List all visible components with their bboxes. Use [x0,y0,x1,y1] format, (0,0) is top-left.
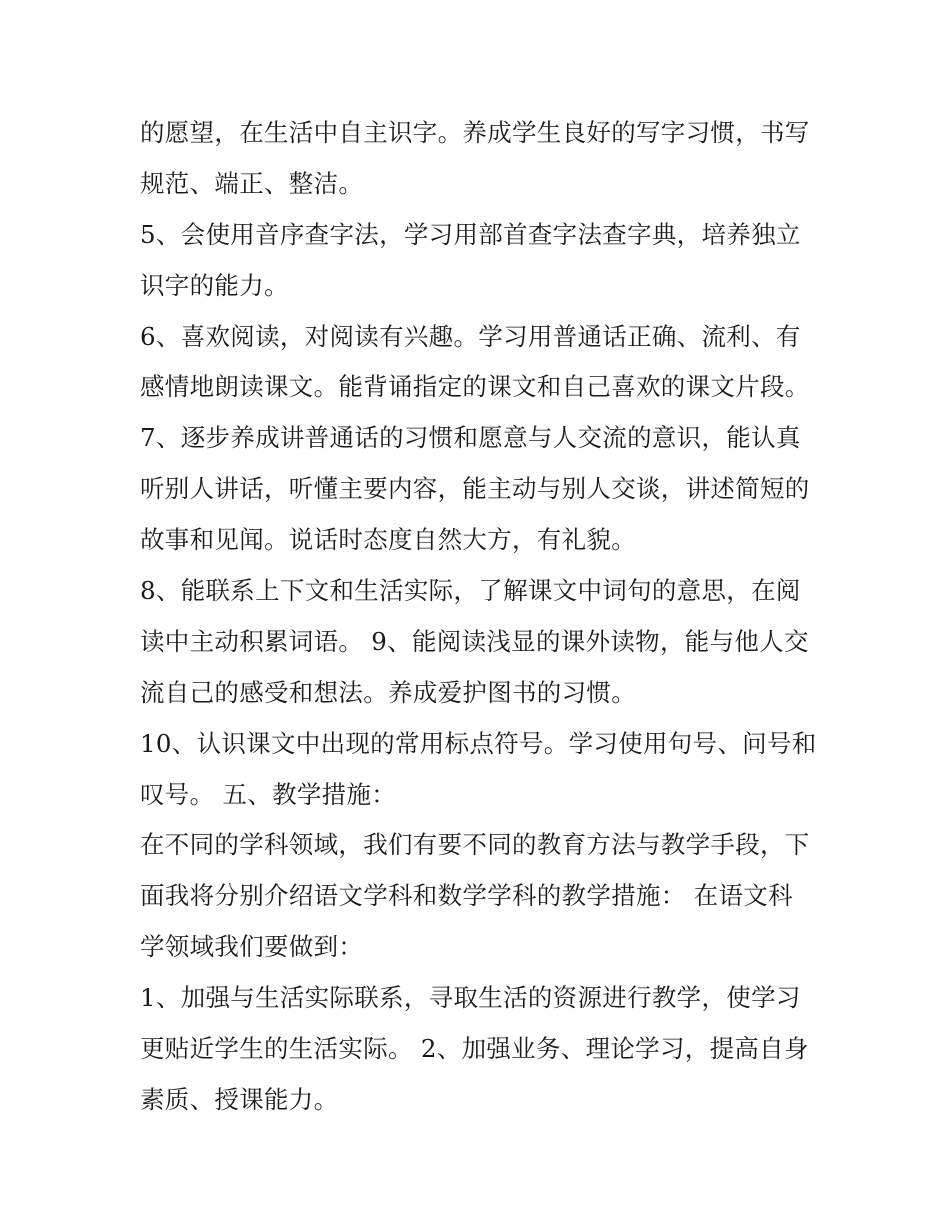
document-body [140,108,830,1126]
text-line: 更贴近学生的生活实际。 2、加强业务、理论学习，提高自身 [140,1034,809,1064]
text-line: 6、喜欢阅读，对阅读有兴趣。学习用普通话正确、流利、有 [140,321,801,351]
text-line: 听别人讲话，听懂主要内容，能主动与别人交谈，讲述简短的 [140,474,810,504]
text-line: 流自己的感受和想法。养成爱护图书的习惯。 [140,677,636,707]
text-line: 1、加强与生活实际联系，寻取生活的资源进行教学，使学习 [140,983,801,1013]
text-line: 面我将分别介绍语文学科和数学学科的教学措施： 在语文科 [140,881,793,911]
text-line: 规范、端正、整洁。 [140,168,364,198]
text-line: 叹号。 五、教学措施： [140,779,397,809]
text-line: 学领域我们要做到： [140,932,364,962]
text-line: 7、逐步养成讲普通话的习惯和愿意与人交流的意识，能认真 [140,423,801,453]
text-line: 读中主动积累词语。 9、能阅读浅显的课外读物，能与他人交 [140,626,809,656]
text-line: 感情地朗读课文。能背诵指定的课文和自己喜欢的课文片段。 [140,372,810,402]
text-line: 识字的能力。 [140,270,289,300]
text-line: 5、会使用音序查字法，学习用部首查字法查字典，培养独立 [140,219,801,249]
text-line: 故事和见闻。说话时态度自然大方，有礼貌。 [140,525,636,555]
text-line: 在不同的学科领域，我们有要不同的教育方法与教学手段，下 [140,830,810,860]
text-line: 的愿望，在生活中自主识字。养成学生良好的写字习惯，书写 [140,118,810,147]
text-line: 10、认识课文中出现的常用标点符号。学习使用句号、问号和 [140,728,817,758]
text-line: 8、能联系上下文和生活实际，了解课文中词句的意思，在阅 [140,576,801,606]
text-line: 素质、授课能力。 [140,1084,339,1114]
